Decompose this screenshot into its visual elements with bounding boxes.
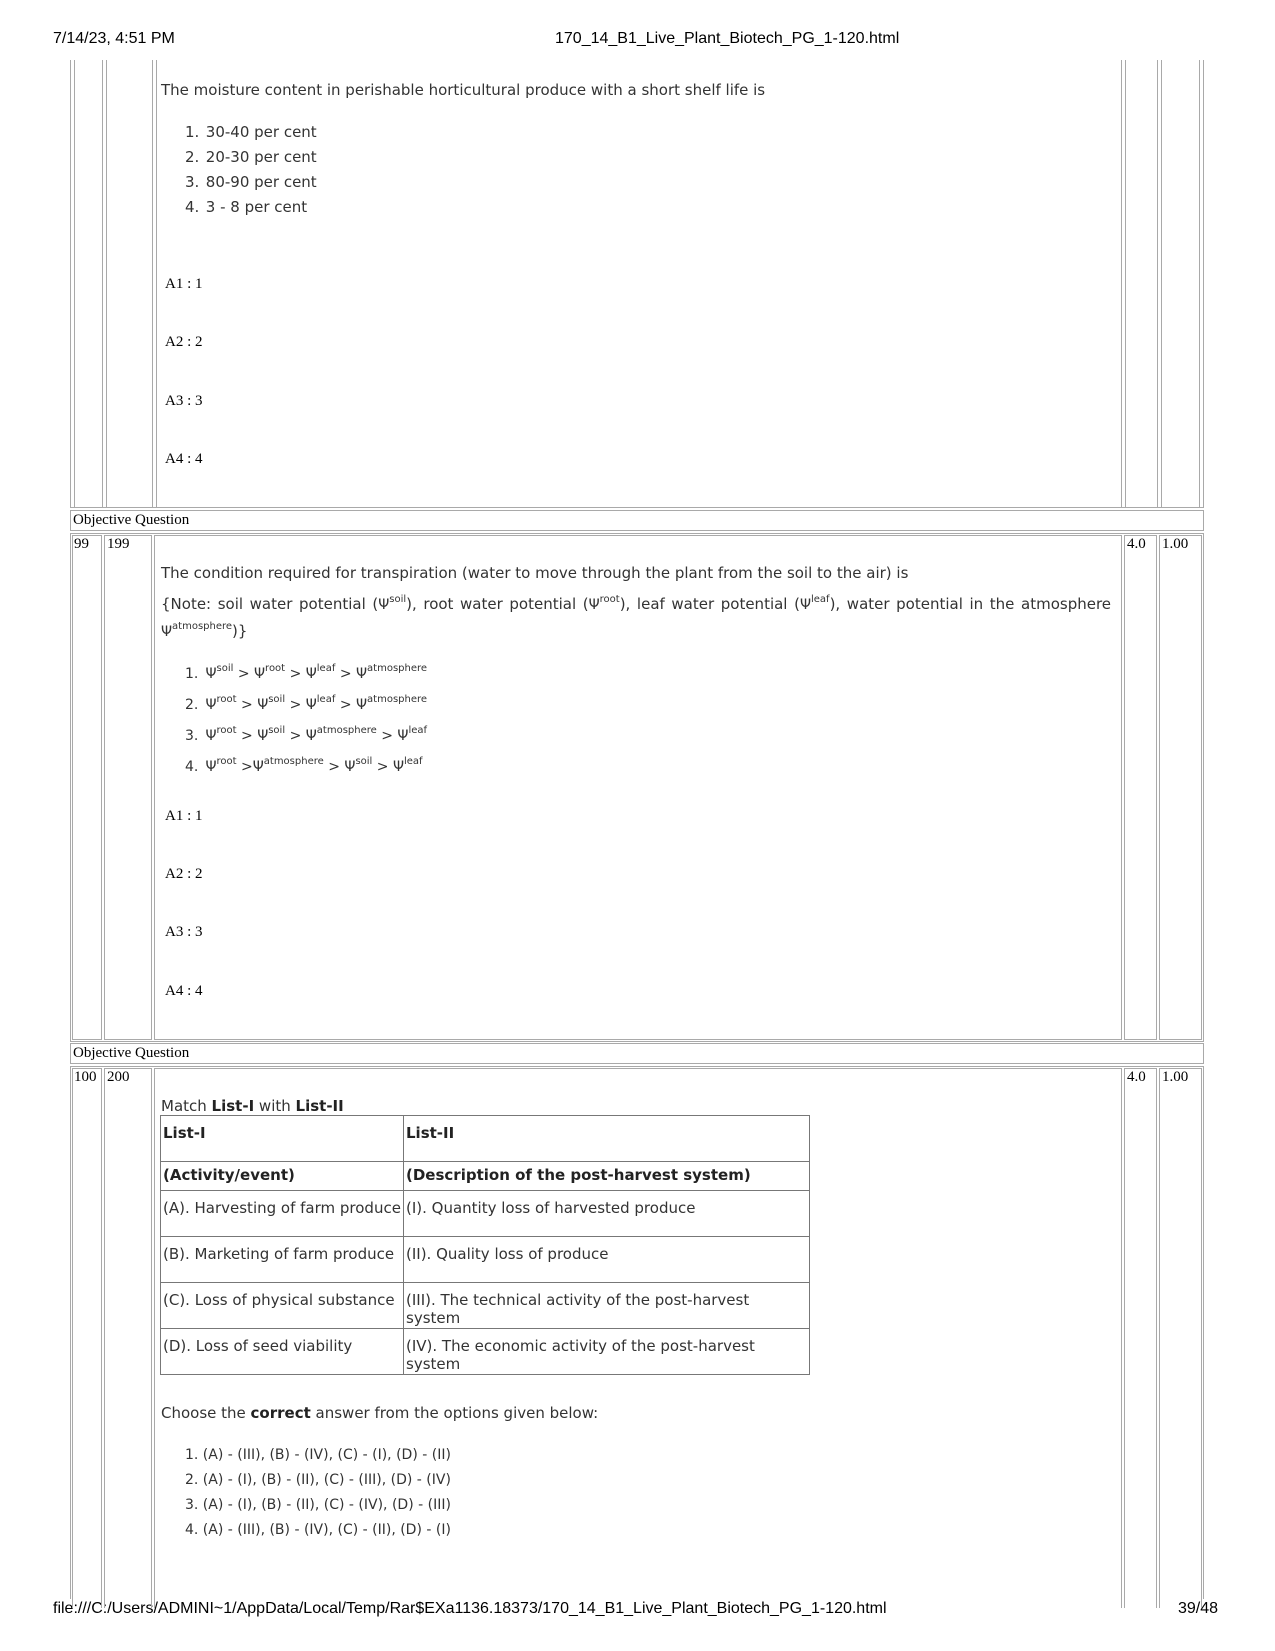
question-id: 200	[107, 1069, 130, 1085]
negative-marks: 1.00	[1162, 536, 1189, 552]
answer-label: A1 : 1	[165, 276, 203, 292]
answer-label: A2 : 2	[165, 334, 203, 350]
options-list	[185, 1443, 451, 1543]
print-date: 7/14/23, 4:51 PM	[53, 30, 175, 47]
option: 1. (A) - (III), (B) - (IV), (C) - (I), (D) - (II)	[185, 1447, 451, 1463]
option: 2. 20-30 per cent	[185, 148, 317, 166]
negative-marks: 1.00	[1162, 1069, 1189, 1085]
marks: 4.0	[1127, 1069, 1146, 1085]
table-row	[161, 1237, 810, 1283]
question-type-label: Objective Question	[73, 512, 190, 528]
answer-label: A4 : 4	[165, 451, 203, 467]
table-header-row	[161, 1162, 810, 1191]
file-url: file:///C:/Users/ADMINI~1/AppData/Local/Temp/Rar$EXa1136.18373/170_14_B1_Live_Plant_Biotech_PG_1-120.html	[53, 1600, 887, 1617]
table-cell: (I). Quantity loss of harvested produce	[404, 1191, 810, 1237]
options-list	[185, 656, 427, 780]
table-cell: (III). The technical activity of the post-harvest system	[404, 1283, 810, 1329]
option: 2. (A) - (I), (B) - (II), (C) - (III), (D) - (IV)	[185, 1472, 451, 1488]
option: 3. $\Psi^{root} > \Psi^{soil} > \Psi^{atmosphere} > \Psi^{leaf}$	[185, 725, 428, 744]
marks: 4.0	[1127, 536, 1146, 552]
table-header-cell: List-I	[161, 1116, 404, 1162]
option: 1. $\Psi^{soil} > \Psi^{root} > \Psi^{leaf} > \Psi^{atmosphere}$	[185, 663, 428, 682]
table-row	[161, 1283, 810, 1329]
table-cell: (D). Loss of seed viability	[161, 1329, 404, 1375]
serial-number: 99	[74, 536, 89, 552]
answer-label: A3 : 3	[165, 393, 203, 409]
instruction-text: Choose the correct answer from the options given below:	[161, 1404, 599, 1422]
option: 3. (A) - (I), (B) - (II), (C) - (IV), (D) - (III)	[185, 1497, 451, 1513]
table-cell: (IV). The economic activity of the post-harvest system	[404, 1329, 810, 1375]
answer-label: A1 : 1	[165, 808, 203, 824]
table-row	[161, 1191, 810, 1237]
table-cell: (II). Quality loss of produce	[404, 1237, 810, 1283]
question-type-label: Objective Question	[73, 1045, 190, 1061]
answer-label: A3 : 3	[165, 924, 203, 940]
table-header-cell: List-II	[404, 1116, 810, 1162]
table-cell: (C). Loss of physical substance	[161, 1283, 404, 1329]
option: 4. (A) - (III), (B) - (IV), (C) - (II), (D) - (I)	[185, 1522, 451, 1538]
options-list	[185, 120, 317, 220]
question-text: The condition required for transpiration (water to move through the plant from the soil to the air) is	[161, 564, 909, 582]
table-header-cell: (Description of the post-harvest system)	[404, 1162, 810, 1191]
answer-label: A2 : 2	[165, 866, 203, 882]
table-cell: (A). Harvesting of farm produce	[161, 1191, 404, 1237]
match-table	[160, 1115, 810, 1375]
page-number: 39/48	[1178, 1600, 1219, 1617]
option: 1. 30-40 per cent	[185, 123, 317, 141]
option: 4. 3 - 8 per cent	[185, 198, 308, 216]
answer-label: A4 : 4	[165, 983, 203, 999]
question-intro: Match List-I with List-II	[161, 1097, 344, 1115]
option: 4. $\Psi^{root} >\Psi^{atmosphere} > \Psi^{soil} > \Psi^{leaf}$	[185, 756, 423, 775]
question-note: {Note: soil water potential $(\Psi^{soil})$, root water potential $(\Psi^{root})$, leaf water potential $(\Psi^{leaf})$, water potential in the atmosphere $\Psi^{atmosphere}$)}	[161, 594, 1112, 640]
table-cell: (B). Marketing of farm produce	[161, 1237, 404, 1283]
option: 3. 80-90 per cent	[185, 173, 317, 191]
table-header-row	[161, 1116, 810, 1162]
question-id: 199	[107, 536, 130, 552]
serial-number: 100	[74, 1069, 97, 1085]
option: 2. $\Psi^{root} > \Psi^{soil} > \Psi^{leaf} > \Psi^{atmosphere}$	[185, 694, 428, 713]
table-row	[161, 1329, 810, 1375]
document-title: 170_14_B1_Live_Plant_Biotech_PG_1-120.html	[555, 30, 900, 47]
question-text: The moisture content in perishable horticultural produce with a short shelf life is	[161, 81, 766, 99]
table-header-cell: (Activity/event)	[161, 1162, 404, 1191]
